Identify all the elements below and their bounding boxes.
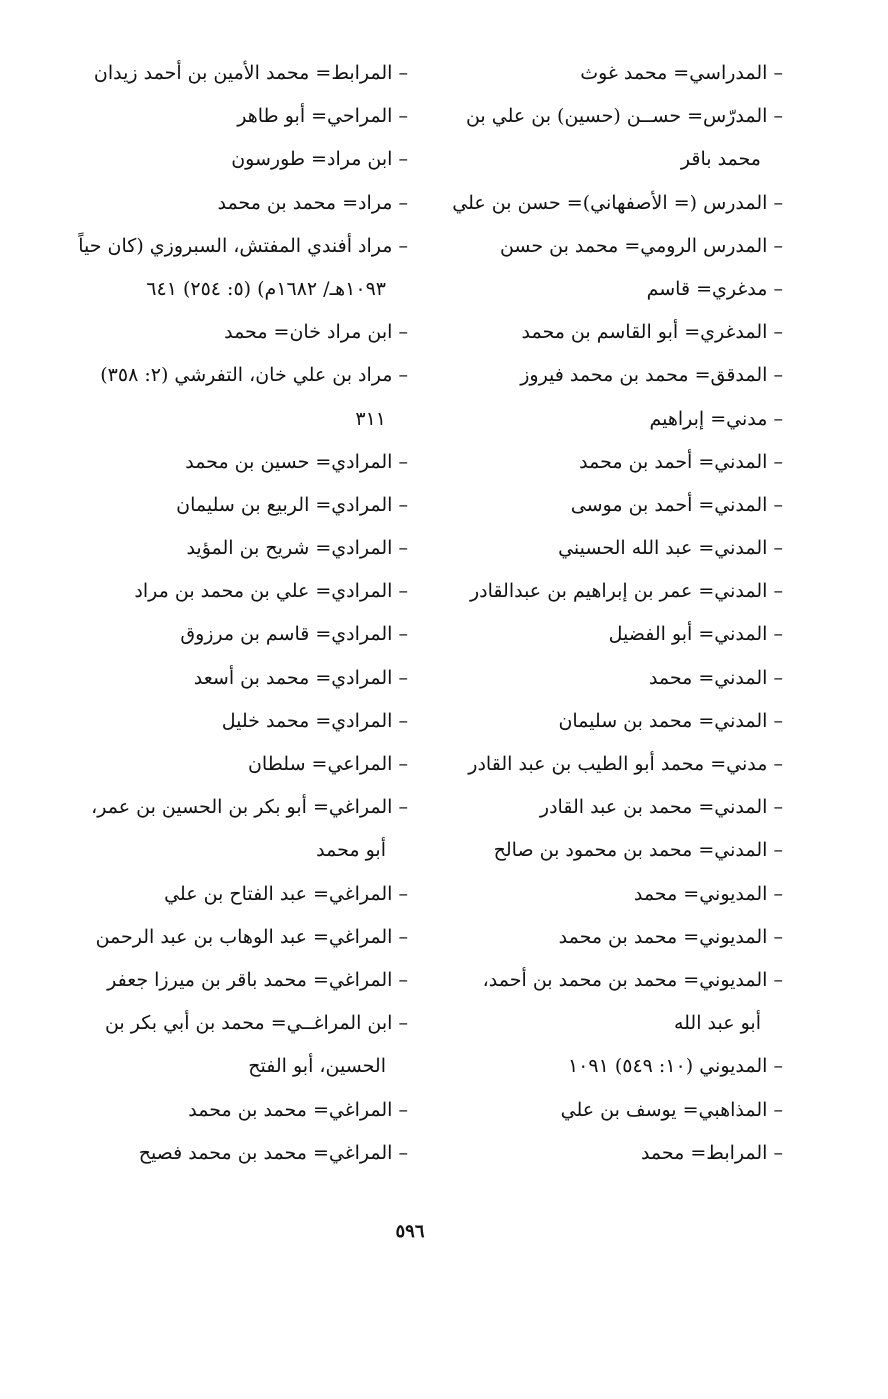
index-entry: – المراحي= أبو طاهر bbox=[237, 105, 408, 128]
index-entry: – المديوني= محمد بن محمد bbox=[558, 925, 783, 948]
index-entry-continuation: أبو محمد bbox=[316, 839, 386, 862]
index-entry: – المديوني= محمد بن محمد بن أحمد، bbox=[482, 968, 783, 991]
index-entry: – المدني= عمر بن إبراهيم بن عبدالقادر bbox=[470, 580, 783, 603]
index-entry: – المرادي= محمد خليل bbox=[221, 709, 408, 732]
index-entry: – المدغري= أبو القاسم بن محمد bbox=[521, 321, 783, 344]
index-entry: – المدني= محمد bbox=[648, 666, 783, 689]
index-entry-continuation: أبو عبد الله bbox=[673, 1012, 761, 1035]
index-entry: – مدني= محمد أبو الطيب بن عبد القادر bbox=[468, 753, 783, 775]
index-entry: – المراغي= عبد الوهاب بن عبد الرحمن bbox=[95, 925, 408, 948]
index-entry: – المراعي= سلطان bbox=[247, 753, 408, 775]
index-entry: – المدرّس= حســن (حسين) بن علي بن bbox=[465, 105, 783, 128]
index-entry: – المدرس (= الأصفهاني)= حسن بن علي bbox=[452, 191, 783, 214]
index-entry: – المديوني= محمد bbox=[633, 882, 783, 905]
index-entry: – ابن مراد= طورسون bbox=[231, 148, 408, 171]
index-entry: – المرادي= قاسم بن مرزوق bbox=[180, 623, 408, 646]
index-entry: – المدراسي= محمد غوث bbox=[580, 62, 783, 84]
index-entry: – المراغي= عبد الفتاح بن علي bbox=[164, 882, 408, 905]
index-entry: – المراغي= أبو بكر بن الحسين بن عمر، bbox=[91, 796, 408, 819]
index-entry: – المدرس الرومي= محمد بن حسن bbox=[499, 234, 783, 257]
index-entry: – مدني= إبراهيم bbox=[649, 407, 783, 430]
index-entry: – المرادي= محمد بن أسعد bbox=[193, 666, 408, 689]
index-entry: – مراد بن علي خان، التفرشي (٢: ٣٥٨) bbox=[100, 364, 408, 387]
index-entry: – مراد= محمد بن محمد bbox=[217, 191, 408, 214]
index-entry: – المرابط= محمد الأمين بن أحمد زيدان bbox=[93, 62, 408, 84]
index-entry-continuation: الحسين، أبو الفتح bbox=[248, 1055, 386, 1078]
index-entry: – المدني= أحمد بن موسى bbox=[570, 493, 783, 516]
index-column-left bbox=[58, 52, 408, 1175]
page-number: ٥٩٦ bbox=[395, 1221, 425, 1242]
index-entry: – المرادي= علي بن محمد بن مراد bbox=[134, 580, 408, 603]
index-entry: – المدني= أحمد بن محمد bbox=[579, 450, 783, 473]
index-entry: – المذاهبي= يوسف بن علي bbox=[560, 1098, 783, 1121]
index-entry: – المدني= محمد بن سليمان bbox=[558, 709, 783, 732]
index-entry: – المدني= عبد الله الحسيني bbox=[558, 537, 783, 560]
index-entry: – المدني= أبو الفضيل bbox=[608, 623, 783, 646]
index-entry: – المديوني (١٠: ٥٤٩) ١٠٩١ bbox=[567, 1055, 783, 1078]
index-entry: – المدقق= محمد بن محمد فيروز bbox=[520, 364, 783, 387]
index-entry: – مدغري= قاسم bbox=[646, 277, 783, 300]
index-entry-continuation: ٣١١ bbox=[355, 407, 386, 430]
index-entry: – ابن مراد خان= محمد bbox=[224, 321, 408, 344]
index-entry-continuation: محمد باقر bbox=[680, 148, 761, 171]
index-entry: – المراغي= محمد بن محمد فصيح bbox=[138, 1141, 408, 1164]
index-entry: – المرابط= محمد bbox=[640, 1141, 783, 1164]
index-entry: – المرادي= الربيع بن سليمان bbox=[176, 493, 408, 516]
index-entry: – ابن المراغــي= محمد بن أبي بكر بن bbox=[104, 1012, 408, 1035]
index-entry-continuation: ١٠٩٣هـ/ ١٦٨٢م) (٥: ٢٥٤) ٦٤١ bbox=[146, 277, 386, 300]
index-entry: – المراغي= محمد باقر بن ميرزا جعفر bbox=[107, 968, 408, 991]
index-column-right bbox=[443, 52, 783, 1175]
index-entry: – المراغي= محمد بن محمد bbox=[188, 1098, 408, 1121]
index-entry: – المرادي= حسين بن محمد bbox=[185, 450, 408, 473]
index-entry: – المدني= محمد بن محمود بن صالح bbox=[493, 839, 783, 862]
index-entry: – مراد أفندي المفتش، السبروزي (كان حياً bbox=[78, 234, 408, 257]
index-entry: – المرادي= شريح بن المؤيد bbox=[186, 537, 408, 560]
index-entry: – المدني= محمد بن عبد القادر bbox=[539, 796, 783, 819]
